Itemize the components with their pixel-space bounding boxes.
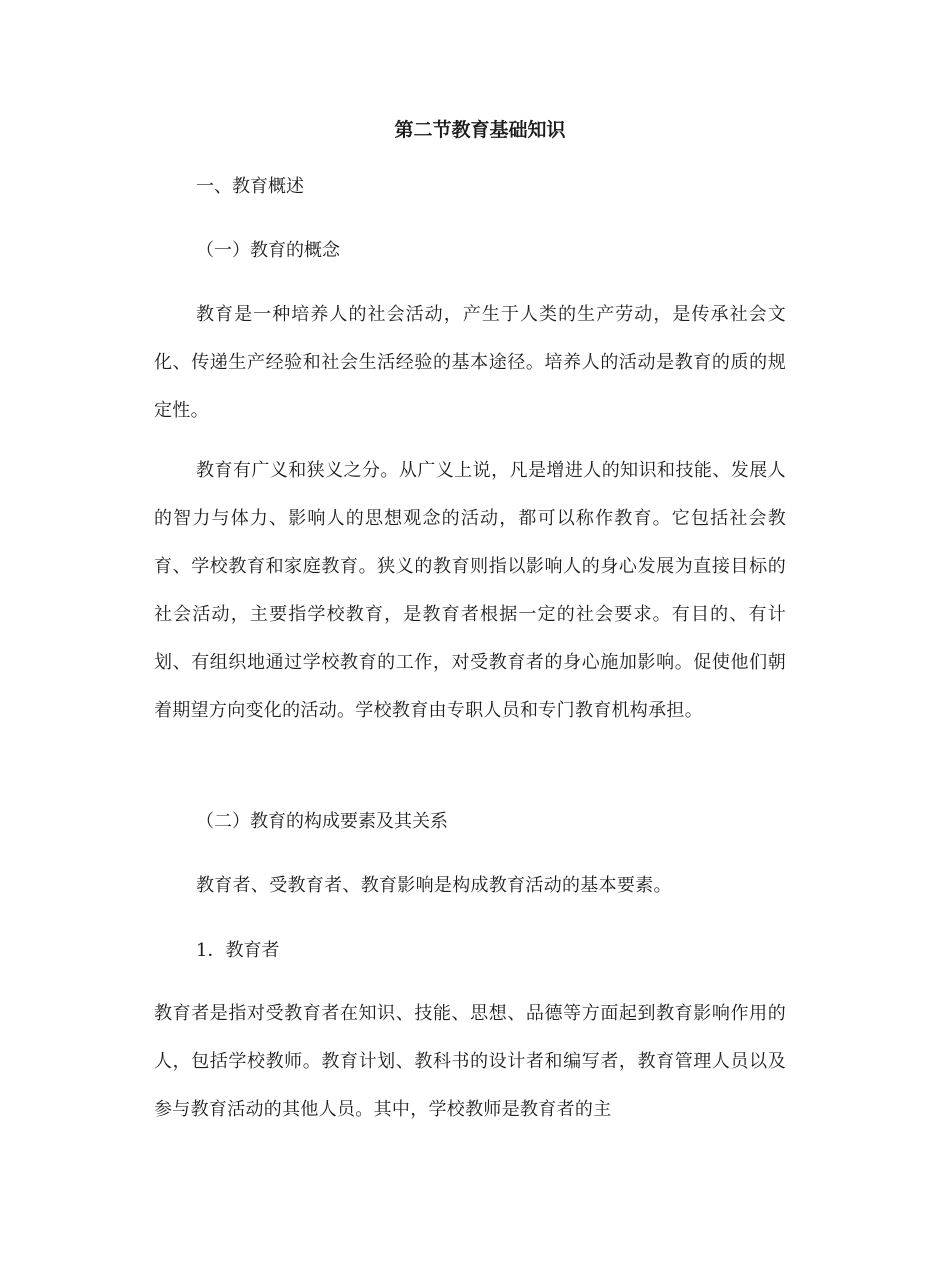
paragraph-education-definition: 教育是一种培养人的社会活动，产生于人类的生产劳动，是传承社会文化、传递生产经验和社会生活经验的基本途径。培养人的活动是教育的质的规定性。 bbox=[154, 304, 786, 421]
paragraph-basic-elements: 教育者、受教育者、教育影响是构成教育活动的基本要素。 bbox=[196, 875, 672, 896]
paragraph-educator-definition: 教育者是指对受教育者在知识、技能、思想、品德等方面起到教育影响作用的人，包括学校教师。教育计划、教科书的设计者和编写者，教育管理人员以及参与教育活动的其他人员。其中，学校教师是教育者的主 bbox=[154, 1003, 786, 1120]
paragraph-broad-narrow-education: 教育有广义和狭义之分。从广义上说，凡是增进人的知识和技能、发展人的智力与体力、影响人的思想观念的活动，都可以称作教育。它包括社会教育、学校教育和家庭教育。狭义的教育则指以影响人的身心发展为直接目标的社会活动，主要指学校教育，是教育者根据一定的社会要求。有目的、有计划、有组织地通过学校教育的工作，对受教育者的身心施加影响。促使他们朝着期望方向变化的活动。学校教育由专职人员和专门教育机构承担。 bbox=[154, 460, 786, 721]
document-title: 第二节教育基础知识 bbox=[394, 119, 566, 141]
item-heading-educator: 1．教育者 bbox=[196, 940, 280, 961]
subsection-heading-education-concept: （一）教育的概念 bbox=[196, 240, 340, 261]
subsection-heading-education-elements: （二）教育的构成要素及其关系 bbox=[196, 811, 448, 832]
section-heading-education-overview: 一、教育概述 bbox=[196, 176, 304, 197]
